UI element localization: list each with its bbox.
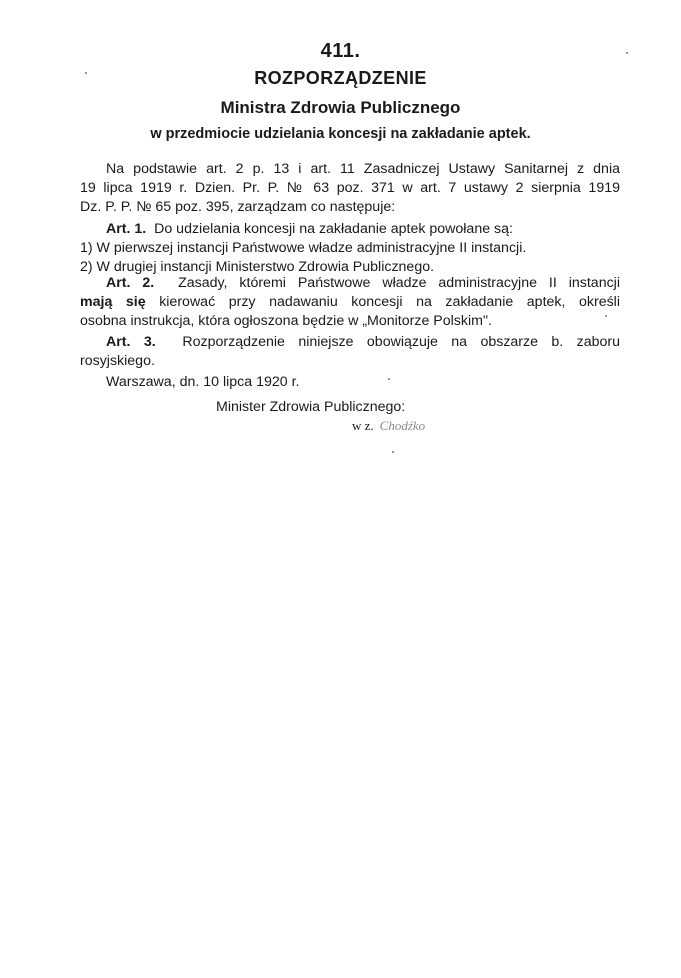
scan-speck xyxy=(392,451,394,453)
preamble-line-2: 19 lipca 1919 r. Dzien. Pr. P. № 63 poz. 371 w art. 7 ustawy 2 sierpnia 1919 xyxy=(80,180,620,196)
scan-speck xyxy=(605,315,607,317)
article-1-intro xyxy=(80,220,620,239)
article-2-label: Art. 2. xyxy=(106,275,155,291)
article-3-line-2: rosyjskiego. xyxy=(80,353,155,369)
signature-line xyxy=(352,418,425,434)
document-subtitle: Ministra Zdrowia Publicznego xyxy=(220,98,461,117)
article-1-item-1: 1) W pierwszej instancji Państwowe władze administracyjne II instancji. xyxy=(80,240,527,256)
article-1-label: Art. 1. xyxy=(106,221,147,237)
scan-speck xyxy=(388,378,390,380)
document-subject: w przedmiocie udzielania koncesji na zakładanie aptek. xyxy=(150,126,531,142)
article-2-line-1 xyxy=(80,274,620,293)
article-1-item-2: 2) W drugiej instancji Ministerstwo Zdrowia Publicznego. xyxy=(80,259,435,275)
article-2-line-2-text: kierować przy nadawaniu koncesji na zakładanie aptek, określi xyxy=(159,294,620,310)
scan-speck xyxy=(626,52,628,54)
article-3 xyxy=(80,333,620,371)
signature-name: Chodźko xyxy=(379,418,426,433)
article-2-line-2 xyxy=(80,293,620,312)
preamble-line-3: Dz. P. P. № 65 poz. 395, zarządzam co następuje: xyxy=(80,199,396,215)
article-3-label: Art. 3. xyxy=(106,334,156,350)
preamble xyxy=(80,160,620,217)
article-3-line-1 xyxy=(80,333,620,352)
signatory-title: Minister Zdrowia Publicznego: xyxy=(216,399,406,415)
article-3-line-1-text: Rozporządzenie niniejsze obowiązuje na obszarze b. zaboru xyxy=(182,334,620,350)
document-number: 411. xyxy=(320,40,361,62)
place-date: Warszawa, dn. 10 lipca 1920 r. xyxy=(106,374,300,390)
article-2-bold-phrase: mają się xyxy=(80,294,146,310)
article-1-text: Do udzielania koncesji na zakładanie aptek powołane są: xyxy=(154,221,513,237)
document-title: ROZPORZĄDZENIE xyxy=(254,68,427,88)
preamble-line-1: Na podstawie art. 2 p. 13 i art. 11 Zasadniczej Ustawy Sanitarnej z dnia xyxy=(106,161,620,177)
article-2 xyxy=(80,274,620,331)
article-1 xyxy=(80,220,620,277)
signature-wz: w z. xyxy=(352,418,374,433)
article-2-line-3: osobna instrukcja, która ogłoszona będzie w „Monitorze Polskim". xyxy=(80,313,492,329)
article-2-line-1-text: Zasady, któremi Państwowe władze administracyjne II instancji xyxy=(178,275,620,291)
scan-speck xyxy=(85,72,87,74)
